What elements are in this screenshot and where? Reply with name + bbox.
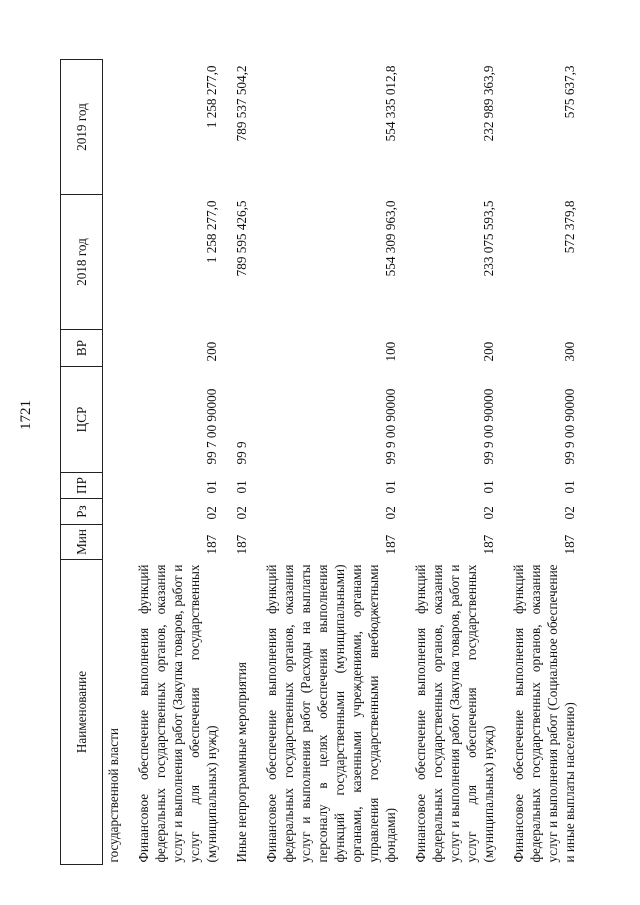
row-2019: 232 989 363,9 <box>481 65 496 142</box>
row-csr <box>103 367 126 473</box>
row-min: 187 <box>481 534 496 555</box>
row-csr: 99 9 00 90000 <box>383 388 398 465</box>
row-csr: 99 9 <box>234 441 249 465</box>
row-2018: 233 075 593,5 <box>481 200 496 277</box>
row-pr: 01 <box>481 480 496 494</box>
header-pr: ПР <box>61 473 103 499</box>
row-min: 187 <box>204 534 219 555</box>
header-rz: Рз <box>61 499 103 525</box>
row-rz: 02 <box>481 506 496 520</box>
table-row <box>223 60 253 865</box>
table-row <box>402 60 500 865</box>
rotated-table-container <box>60 60 605 865</box>
row-min <box>103 525 126 560</box>
row-2019: 1 258 277,0 <box>204 65 219 129</box>
row-pr: 01 <box>562 480 577 494</box>
header-name: Наименование <box>61 560 103 865</box>
header-vr: ВР <box>61 330 103 367</box>
row-2018 <box>103 195 126 330</box>
row-vr: 200 <box>481 341 496 362</box>
row-rz: 02 <box>562 506 577 520</box>
row-2018: 1 258 277,0 <box>204 200 219 264</box>
row-vr: 100 <box>383 341 398 362</box>
row-vr <box>103 330 126 367</box>
row-2018: 789 595 426,5 <box>234 200 249 277</box>
row-vr <box>223 330 253 367</box>
row-csr: 99 9 00 90000 <box>562 388 577 465</box>
row-name: Финансовое обеспечение выполнения функций федеральных государственных органов, оказания услуг и выполнения работ (Социальное обеспечение и иные выплаты населению) <box>511 564 577 863</box>
table-row <box>125 60 223 865</box>
row-2019: 554 335 012,8 <box>383 65 398 142</box>
header-2019: 2019 год <box>61 60 103 195</box>
row-2018: 554 309 963,0 <box>383 200 398 277</box>
page-number: 1721 <box>18 400 34 430</box>
row-min: 187 <box>383 534 398 555</box>
table-row <box>103 60 126 865</box>
row-2018: 572 379,8 <box>562 200 577 254</box>
row-vr: 200 <box>204 341 219 362</box>
row-pr: 01 <box>204 480 219 494</box>
row-name: Финансовое обеспечение выполнения функций федеральных государственных органов, оказания услуг и выполнения работ (Закупка товаров, работ и услуг для обеспечения государственных (муниципальных) нужд) <box>413 564 496 863</box>
row-name: Иные непрограммные мероприятия <box>234 662 249 863</box>
row-csr: 99 7 00 90000 <box>204 388 219 465</box>
row-rz: 02 <box>204 506 219 520</box>
table-header-row <box>61 60 103 865</box>
row-pr: 01 <box>383 480 398 494</box>
header-csr: ЦСР <box>61 367 103 473</box>
row-2019 <box>103 60 126 195</box>
table-row <box>500 60 581 865</box>
row-rz: 02 <box>234 506 249 520</box>
row-rz: 02 <box>383 506 398 520</box>
row-name: Финансовое обеспечение выполнения функций федеральных государственных органов, оказания услуг и выполнения работ (Закупка товаров, работ и услуг для обеспечения государственных (муниципальных) нужд) <box>136 564 219 863</box>
table-row <box>253 60 402 865</box>
row-vr: 300 <box>562 341 577 362</box>
row-2019: 789 537 504,2 <box>234 65 249 142</box>
row-min: 187 <box>234 534 249 555</box>
row-name: государственной власти <box>106 728 121 863</box>
row-pr: 01 <box>234 480 249 494</box>
row-2019: 575 637,3 <box>562 65 577 119</box>
row-pr <box>103 473 126 499</box>
header-2018: 2018 год <box>61 195 103 330</box>
row-min: 187 <box>562 534 577 555</box>
budget-table <box>60 59 581 865</box>
row-rz <box>103 499 126 525</box>
row-name: Финансовое обеспечение выполнения функций федеральных государственных органов, оказания услуг и выполнения работ (Расходы на выплаты персоналу в целях обеспечения выполнения функций государственными (муниципальными) органами, казенными учреждениями, органами управления государственными внебюджетными фондами) <box>264 564 398 863</box>
row-csr: 99 9 00 90000 <box>481 388 496 465</box>
header-min: Мин <box>61 525 103 560</box>
